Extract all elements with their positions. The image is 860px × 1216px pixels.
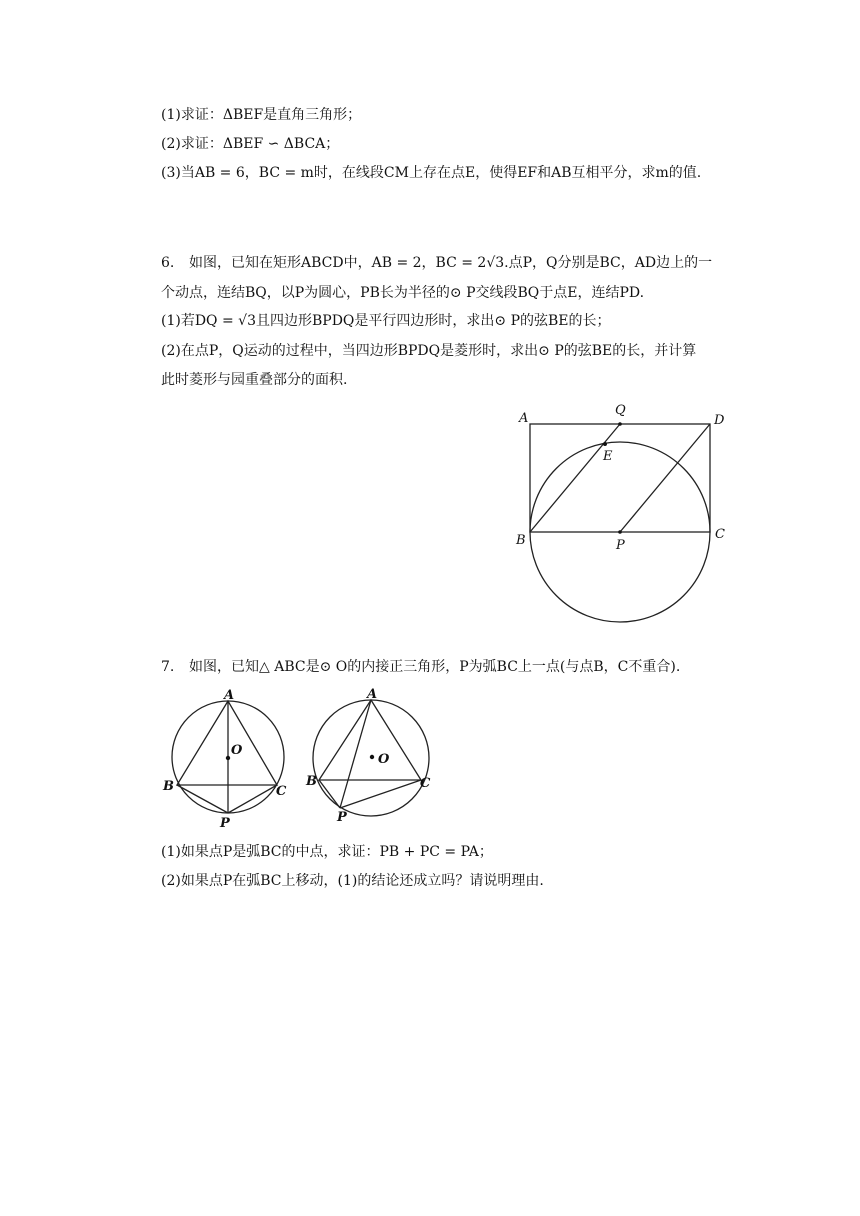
label-c-2: C — [420, 776, 431, 791]
label-a-1: A — [224, 688, 235, 703]
segment-pc-2 — [340, 780, 421, 808]
label-b: B — [516, 533, 526, 548]
label-o-2: O — [378, 752, 390, 767]
segment-pd — [620, 424, 710, 532]
label-b-1: B — [163, 779, 174, 794]
p6-figure — [505, 400, 740, 628]
point-q-dot — [618, 422, 622, 426]
label-c-1: C — [276, 784, 287, 799]
center-o-dot-2 — [370, 755, 374, 759]
label-e: E — [603, 449, 613, 464]
p5-item-2: (2)求证：ΔBEF ∽ ΔBCA； — [161, 136, 340, 152]
label-c: C — [715, 527, 725, 542]
p7-figure-1 — [158, 685, 298, 830]
p6-stem-line1 — [161, 253, 712, 273]
center-o-dot-1 — [226, 756, 230, 760]
segment-pb-2 — [319, 780, 340, 808]
label-b-2: B — [306, 774, 317, 789]
label-p-2: P — [337, 810, 347, 825]
p5-item-1: (1)求证：ΔBEF是直角三角形； — [161, 107, 362, 123]
label-q: Q — [615, 403, 626, 418]
p6-number: 6. — [161, 255, 175, 271]
label-o-1: O — [231, 743, 243, 758]
segment-pc-1 — [228, 785, 277, 813]
p6-item-1: (1)若DQ = √3且四边形BPDQ是平行四边形时，求出⊙ P的弦BE的长； — [161, 313, 611, 329]
point-e-dot — [603, 442, 607, 446]
p6-stem-text1: 如图，已知在矩形ABCD中，AB = 2，BC = 2√3.点P，Q分别是BC，AD边上的一 — [189, 255, 713, 271]
p5-item-3: (3)当AB = 6，BC = m时，在线段CM上存在点E，使得EF和AB互相平分，求m的值. — [161, 165, 702, 181]
rectangle-abcd — [530, 424, 710, 532]
label-d: D — [714, 413, 725, 428]
label-a-2: A — [367, 687, 378, 702]
p6-stem-line2: 个动点，连结BQ，以P为圆心，PB长为半径的⊙ P交线段BQ于点E，连结PD. — [161, 285, 645, 301]
p7-item-1: (1)如果点P是弧BC的中点，求证：PB + PC = PA； — [161, 844, 493, 860]
segment-pb-1 — [177, 785, 228, 813]
p6-item-2-line1: (2)在点P，Q运动的过程中，当四边形BPDQ是菱形时，求出⊙ P的弦BE的长，并计算 — [161, 343, 697, 359]
p7-number: 7. — [161, 659, 175, 675]
segment-pa-2 — [340, 700, 371, 808]
p7-stem-text: 如图，已知△ ABC是⊙ O的内接正三角形，P为弧BC上一点(与点B，C不重合). — [189, 659, 681, 675]
segment-bq — [530, 424, 620, 532]
p6-item-2-line2: 此时菱形与园重叠部分的面积. — [161, 372, 348, 388]
label-p-1: P — [220, 816, 230, 830]
p7-item-2: (2)如果点P在弧BC上移动，(1)的结论还成立吗？请说明理由. — [161, 873, 544, 889]
p7-stem — [161, 657, 680, 677]
p7-figure-2 — [300, 685, 445, 830]
point-p-dot — [618, 530, 622, 534]
label-p: P — [616, 538, 625, 553]
label-a: A — [519, 411, 529, 426]
